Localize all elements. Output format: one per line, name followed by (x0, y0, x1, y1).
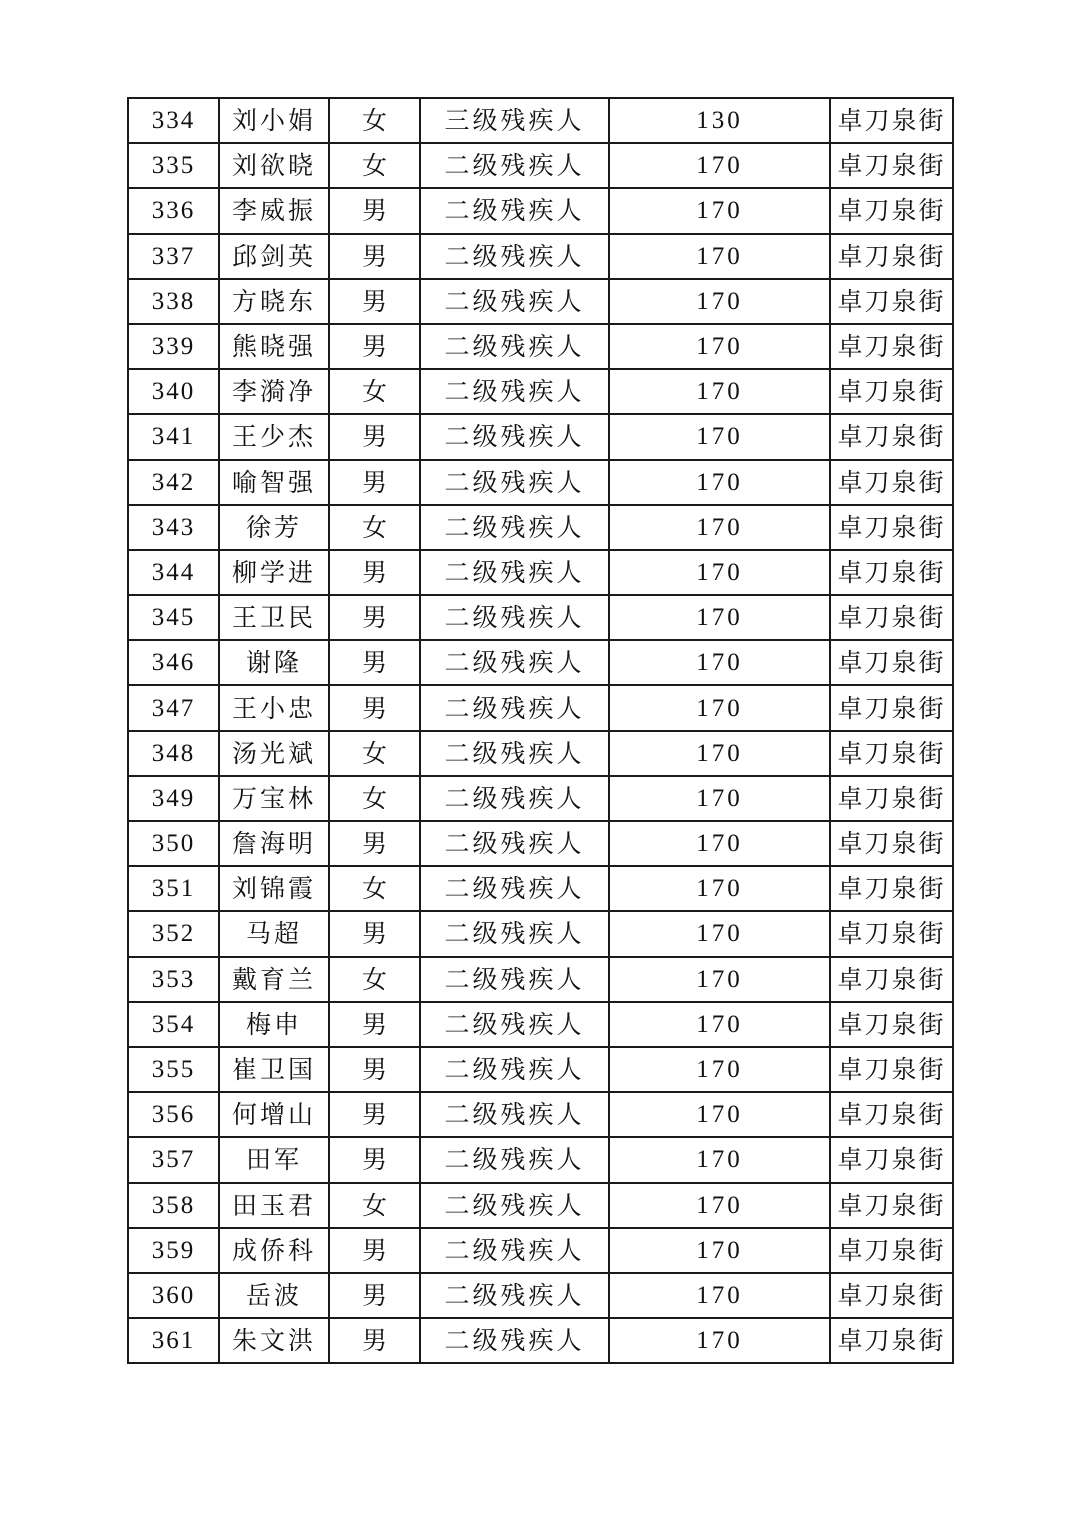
gender-cell: 男 (329, 1137, 420, 1182)
table-row (128, 1092, 953, 1137)
name-cell: 李漪净 (219, 369, 329, 414)
amount-cell: 170 (609, 821, 830, 866)
table-row (128, 143, 953, 188)
street-cell: 卓刀泉街 (830, 1318, 953, 1363)
gender-cell: 男 (329, 414, 420, 459)
serial-number-cell: 344 (128, 550, 219, 595)
gender-cell: 女 (329, 866, 420, 911)
table-row (128, 731, 953, 776)
street-cell: 卓刀泉街 (830, 234, 953, 279)
name-cell: 朱文洪 (219, 1318, 329, 1363)
amount-cell: 170 (609, 866, 830, 911)
name-cell: 方晓东 (219, 279, 329, 324)
table-row (128, 1318, 953, 1363)
street-cell: 卓刀泉街 (830, 685, 953, 730)
street-cell: 卓刀泉街 (830, 595, 953, 640)
street-cell: 卓刀泉街 (830, 821, 953, 866)
document-page (127, 97, 954, 1364)
gender-cell: 男 (329, 1047, 420, 1092)
name-cell: 何增山 (219, 1092, 329, 1137)
table-row (128, 1273, 953, 1318)
table-row (128, 595, 953, 640)
street-cell: 卓刀泉街 (830, 143, 953, 188)
amount-cell: 170 (609, 1228, 830, 1273)
name-cell: 谢隆 (219, 640, 329, 685)
name-cell: 田玉君 (219, 1183, 329, 1228)
table-row (128, 505, 953, 550)
amount-cell: 170 (609, 957, 830, 1002)
gender-cell: 男 (329, 911, 420, 956)
gender-cell: 女 (329, 98, 420, 143)
disability-level-cell: 二级残疾人 (420, 460, 609, 505)
name-cell: 刘欲晓 (219, 143, 329, 188)
gender-cell: 男 (329, 821, 420, 866)
serial-number-cell: 354 (128, 1002, 219, 1047)
table-row (128, 1137, 953, 1182)
disability-level-cell: 二级残疾人 (420, 143, 609, 188)
disability-level-cell: 二级残疾人 (420, 1183, 609, 1228)
serial-number-cell: 341 (128, 414, 219, 459)
table-row (128, 1228, 953, 1273)
amount-cell: 170 (609, 143, 830, 188)
street-cell: 卓刀泉街 (830, 1047, 953, 1092)
table-row (128, 279, 953, 324)
amount-cell: 170 (609, 279, 830, 324)
serial-number-cell: 335 (128, 143, 219, 188)
gender-cell: 女 (329, 776, 420, 821)
table-row (128, 460, 953, 505)
disability-level-cell: 二级残疾人 (420, 1273, 609, 1318)
amount-cell: 170 (609, 1137, 830, 1182)
name-cell: 万宝林 (219, 776, 329, 821)
name-cell: 柳学进 (219, 550, 329, 595)
amount-cell: 170 (609, 685, 830, 730)
disability-level-cell: 二级残疾人 (420, 640, 609, 685)
street-cell: 卓刀泉街 (830, 1183, 953, 1228)
gender-cell: 男 (329, 550, 420, 595)
serial-number-cell: 359 (128, 1228, 219, 1273)
amount-cell: 170 (609, 1047, 830, 1092)
name-cell: 熊晓强 (219, 324, 329, 369)
amount-cell: 170 (609, 1273, 830, 1318)
table-row (128, 414, 953, 459)
disability-level-cell: 二级残疾人 (420, 911, 609, 956)
disability-level-cell: 二级残疾人 (420, 731, 609, 776)
serial-number-cell: 358 (128, 1183, 219, 1228)
serial-number-cell: 334 (128, 98, 219, 143)
gender-cell: 女 (329, 369, 420, 414)
disability-level-cell: 三级残疾人 (420, 98, 609, 143)
gender-cell: 男 (329, 460, 420, 505)
name-cell: 徐芳 (219, 505, 329, 550)
street-cell: 卓刀泉街 (830, 369, 953, 414)
name-cell: 戴育兰 (219, 957, 329, 1002)
street-cell: 卓刀泉街 (830, 279, 953, 324)
name-cell: 马超 (219, 911, 329, 956)
street-cell: 卓刀泉街 (830, 460, 953, 505)
street-cell: 卓刀泉街 (830, 188, 953, 233)
table-row (128, 640, 953, 685)
serial-number-cell: 346 (128, 640, 219, 685)
amount-cell: 170 (609, 1318, 830, 1363)
gender-cell: 男 (329, 595, 420, 640)
street-cell: 卓刀泉街 (830, 324, 953, 369)
gender-cell: 女 (329, 1183, 420, 1228)
amount-cell: 170 (609, 1183, 830, 1228)
gender-cell: 男 (329, 234, 420, 279)
serial-number-cell: 348 (128, 731, 219, 776)
serial-number-cell: 350 (128, 821, 219, 866)
amount-cell: 130 (609, 98, 830, 143)
amount-cell: 170 (609, 234, 830, 279)
gender-cell: 男 (329, 1092, 420, 1137)
serial-number-cell: 355 (128, 1047, 219, 1092)
name-cell: 邱剑英 (219, 234, 329, 279)
disability-level-cell: 二级残疾人 (420, 414, 609, 459)
serial-number-cell: 347 (128, 685, 219, 730)
table-row (128, 776, 953, 821)
table-row (128, 98, 953, 143)
table-row (128, 550, 953, 595)
street-cell: 卓刀泉街 (830, 957, 953, 1002)
gender-cell: 男 (329, 1228, 420, 1273)
disability-level-cell: 二级残疾人 (420, 1047, 609, 1092)
table-row (128, 188, 953, 233)
disability-level-cell: 二级残疾人 (420, 369, 609, 414)
name-cell: 刘小娟 (219, 98, 329, 143)
street-cell: 卓刀泉街 (830, 911, 953, 956)
gender-cell: 男 (329, 685, 420, 730)
table-row (128, 369, 953, 414)
street-cell: 卓刀泉街 (830, 866, 953, 911)
table-row (128, 685, 953, 730)
street-cell: 卓刀泉街 (830, 1273, 953, 1318)
street-cell: 卓刀泉街 (830, 550, 953, 595)
gender-cell: 男 (329, 324, 420, 369)
gender-cell: 男 (329, 1318, 420, 1363)
disability-level-cell: 二级残疾人 (420, 685, 609, 730)
disability-level-cell: 二级残疾人 (420, 279, 609, 324)
amount-cell: 170 (609, 1002, 830, 1047)
amount-cell: 170 (609, 188, 830, 233)
street-cell: 卓刀泉街 (830, 1092, 953, 1137)
serial-number-cell: 361 (128, 1318, 219, 1363)
disability-level-cell: 二级残疾人 (420, 1137, 609, 1182)
amount-cell: 170 (609, 550, 830, 595)
name-cell: 喻智强 (219, 460, 329, 505)
serial-number-cell: 340 (128, 369, 219, 414)
disability-level-cell: 二级残疾人 (420, 188, 609, 233)
name-cell: 王少杰 (219, 414, 329, 459)
street-cell: 卓刀泉街 (830, 1228, 953, 1273)
amount-cell: 170 (609, 460, 830, 505)
table-row (128, 911, 953, 956)
amount-cell: 170 (609, 324, 830, 369)
amount-cell: 170 (609, 505, 830, 550)
table-row (128, 957, 953, 1002)
street-cell: 卓刀泉街 (830, 1137, 953, 1182)
roster-table (127, 97, 954, 1364)
disability-level-cell: 二级残疾人 (420, 595, 609, 640)
disability-level-cell: 二级残疾人 (420, 1318, 609, 1363)
name-cell: 王小忠 (219, 685, 329, 730)
amount-cell: 170 (609, 731, 830, 776)
serial-number-cell: 339 (128, 324, 219, 369)
name-cell: 詹海明 (219, 821, 329, 866)
street-cell: 卓刀泉街 (830, 414, 953, 459)
amount-cell: 170 (609, 1092, 830, 1137)
serial-number-cell: 338 (128, 279, 219, 324)
name-cell: 李威振 (219, 188, 329, 233)
gender-cell: 女 (329, 957, 420, 1002)
serial-number-cell: 356 (128, 1092, 219, 1137)
serial-number-cell: 349 (128, 776, 219, 821)
table-row (128, 821, 953, 866)
disability-level-cell: 二级残疾人 (420, 957, 609, 1002)
table-row (128, 1183, 953, 1228)
name-cell: 岳波 (219, 1273, 329, 1318)
disability-level-cell: 二级残疾人 (420, 234, 609, 279)
disability-level-cell: 二级残疾人 (420, 1002, 609, 1047)
street-cell: 卓刀泉街 (830, 640, 953, 685)
gender-cell: 男 (329, 188, 420, 233)
street-cell: 卓刀泉街 (830, 776, 953, 821)
name-cell: 汤光斌 (219, 731, 329, 776)
street-cell: 卓刀泉街 (830, 1002, 953, 1047)
serial-number-cell: 353 (128, 957, 219, 1002)
table-row (128, 1047, 953, 1092)
name-cell: 刘锦霞 (219, 866, 329, 911)
disability-level-cell: 二级残疾人 (420, 776, 609, 821)
disability-level-cell: 二级残疾人 (420, 866, 609, 911)
street-cell: 卓刀泉街 (830, 505, 953, 550)
roster-table-body (128, 98, 953, 1363)
gender-cell: 男 (329, 279, 420, 324)
name-cell: 成侨科 (219, 1228, 329, 1273)
amount-cell: 170 (609, 776, 830, 821)
gender-cell: 男 (329, 640, 420, 685)
amount-cell: 170 (609, 911, 830, 956)
street-cell: 卓刀泉街 (830, 98, 953, 143)
gender-cell: 男 (329, 1002, 420, 1047)
table-row (128, 866, 953, 911)
disability-level-cell: 二级残疾人 (420, 1228, 609, 1273)
disability-level-cell: 二级残疾人 (420, 550, 609, 595)
disability-level-cell: 二级残疾人 (420, 1092, 609, 1137)
serial-number-cell: 342 (128, 460, 219, 505)
table-row (128, 1002, 953, 1047)
amount-cell: 170 (609, 414, 830, 459)
disability-level-cell: 二级残疾人 (420, 505, 609, 550)
name-cell: 田军 (219, 1137, 329, 1182)
amount-cell: 170 (609, 369, 830, 414)
serial-number-cell: 351 (128, 866, 219, 911)
name-cell: 崔卫国 (219, 1047, 329, 1092)
table-row (128, 324, 953, 369)
disability-level-cell: 二级残疾人 (420, 324, 609, 369)
serial-number-cell: 336 (128, 188, 219, 233)
name-cell: 王卫民 (219, 595, 329, 640)
serial-number-cell: 360 (128, 1273, 219, 1318)
serial-number-cell: 343 (128, 505, 219, 550)
serial-number-cell: 357 (128, 1137, 219, 1182)
serial-number-cell: 352 (128, 911, 219, 956)
street-cell: 卓刀泉街 (830, 731, 953, 776)
disability-level-cell: 二级残疾人 (420, 821, 609, 866)
serial-number-cell: 337 (128, 234, 219, 279)
gender-cell: 女 (329, 143, 420, 188)
table-row (128, 234, 953, 279)
amount-cell: 170 (609, 640, 830, 685)
gender-cell: 男 (329, 1273, 420, 1318)
amount-cell: 170 (609, 595, 830, 640)
serial-number-cell: 345 (128, 595, 219, 640)
name-cell: 梅申 (219, 1002, 329, 1047)
gender-cell: 女 (329, 505, 420, 550)
gender-cell: 女 (329, 731, 420, 776)
